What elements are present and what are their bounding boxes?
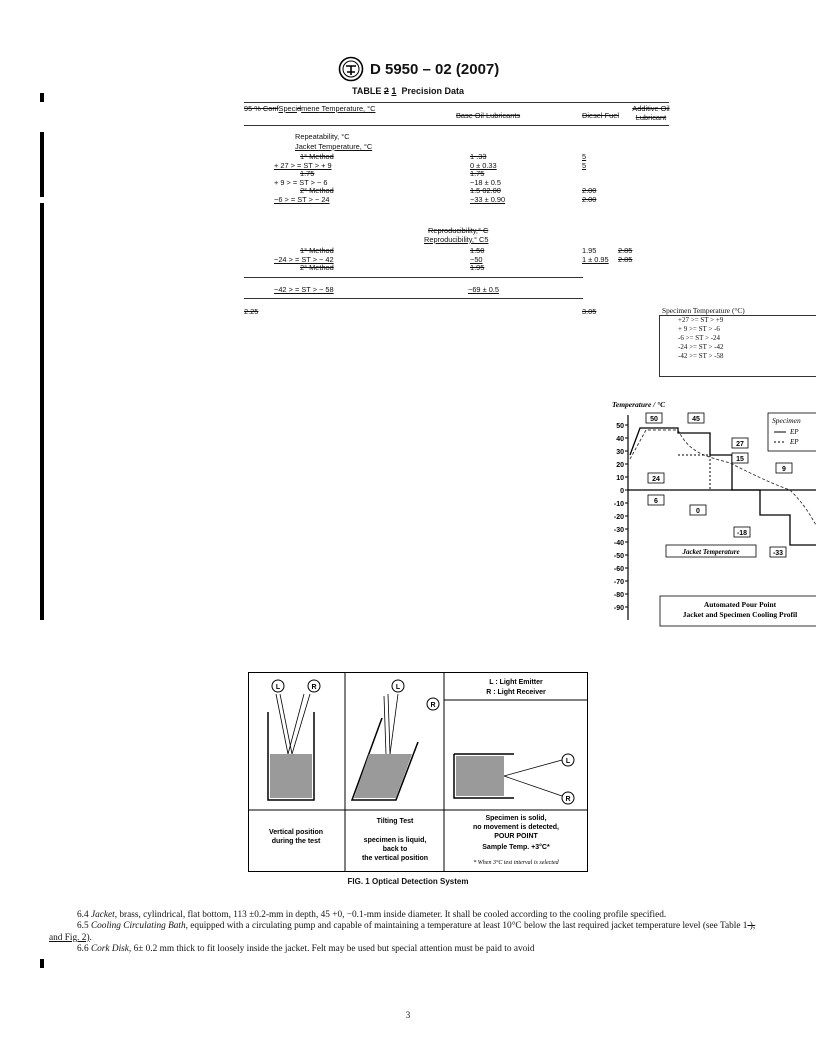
graph-caption-line-2: Jacket and Specimen Cooling Profil [682, 610, 798, 619]
panel2-caption-1: specimen is liquid, [363, 837, 427, 844]
graph-value-label: -18 [736, 530, 748, 537]
panel3-caption-3: POUR POINT [494, 833, 538, 840]
y-tick-label: -40 [613, 540, 624, 547]
graph-value-label: 24 [652, 476, 660, 483]
svg-text:R: R [430, 702, 436, 709]
y-tick-label: 10 [616, 475, 624, 482]
last-row-value: −69 ± 0.5 [468, 285, 499, 294]
specimen-fill [270, 754, 312, 798]
table-cell: 1.75 [300, 169, 315, 178]
svg-text:R: R [565, 796, 571, 803]
graph-y-ticks [614, 423, 628, 612]
specimen-range-line: +27 >= ST > +9 [678, 316, 724, 324]
legend-light-receiver: R : Light Receiver [486, 689, 546, 696]
graph-value-label: 50 [650, 416, 658, 423]
cooling-profile-graph [600, 395, 816, 627]
specimen-box-title: Specimen Temperature (°C) [662, 306, 745, 315]
panel2-caption-3: the vertical position [361, 855, 429, 862]
jacket-temperature-label: Jacket Temperature, °C [295, 142, 373, 151]
table-cell: 2.00 [582, 194, 597, 204]
y-tick-label: -80 [613, 592, 624, 599]
table-cell: −6 > = ST > − 24 [274, 194, 330, 204]
panel1-caption-1: Vertical position [268, 829, 324, 836]
repeatability-label: Repeatability, °C [295, 132, 350, 141]
table-header-base-oil: Base Oil Lubricants [456, 111, 521, 120]
paragraph-6-6: 6.6 Cork Disk, 6± 0.2 mm thick to fit loosely inside the jacket. Felt may be used but special attention must be paid to avoid [77, 944, 535, 955]
table-cell: 1.5 02.00 [470, 186, 501, 195]
table-rule [244, 298, 583, 299]
y-tick-label: 40 [616, 436, 624, 443]
specimen-step-line [678, 455, 710, 490]
svg-text:L: L [395, 684, 401, 691]
specimen-range-line: -42 >= ST > -58 [678, 352, 724, 360]
table-header-additive: Additive Oil Lubricant [632, 104, 670, 122]
graph-value-label: 6 [654, 498, 658, 505]
jacket-temperature-graph-label: Jacket Temperature [682, 548, 740, 556]
table-title: TABLE 2 1 Precision Data [352, 86, 464, 96]
change-bar [40, 132, 44, 197]
table-cell: 1.95 [470, 263, 485, 272]
graph-value-label: 27 [736, 441, 744, 448]
table-header-specimen: 95 % ConfSpecidmene Temperature, °C [244, 104, 376, 113]
specimen-range-line: -6 >= ST > -24 [678, 334, 721, 342]
svg-text:L: L [565, 758, 571, 765]
table-cell: −50 [470, 254, 483, 264]
table-cell: 2° Method [300, 263, 334, 272]
y-tick-label: 20 [616, 462, 624, 469]
legend-title: Specimen [772, 416, 801, 425]
y-tick-label: -20 [613, 514, 624, 521]
table-cell: 0 ± 0.33 [470, 160, 497, 170]
reproducibility-label: Reproducibility,° C5 [424, 235, 489, 244]
graph-caption-line-1: Automated Pour Point [703, 600, 777, 609]
y-tick-label: -70 [613, 579, 624, 586]
table-cell: −18 ± 0.5 [470, 177, 501, 187]
change-bar [40, 203, 44, 620]
graph-ylabel: Temperature / °C [612, 400, 666, 409]
table-cell: 1.95 [582, 246, 597, 255]
table-rule [244, 125, 669, 126]
left-strike-value: 2.25 [244, 307, 259, 316]
body-text [49, 910, 769, 956]
right-strike-value: 3.05 [582, 307, 597, 316]
page-number: 3 [405, 1010, 411, 1020]
paragraph-6-4: 6.4 Jacket, brass, cylindrical, flat bottom, 113 ±0.2-mm in depth, 45 +0, −0.1-mm inside diameter. It shall be cooled according to the cooling profile specified. [77, 910, 667, 920]
panel3-caption-1: Specimen is solid, [485, 815, 547, 822]
last-row-range: −42 > = ST > − 58 [274, 285, 334, 294]
table-cell: 1° Method [300, 246, 334, 255]
paragraph-6-5: 6.5 Cooling Circulating Bath, equipped with a circulating pump and capable of maintaining a temperature at least 10°C below the last required jacket temperature level (see Table 1 ), and Fig. 2). [49, 921, 756, 943]
specimen-temperature-box [659, 315, 816, 377]
table-cell: 2.85 [618, 246, 633, 255]
specimen-range-line: + 9 >= ST > -6 [678, 325, 720, 333]
graph-value-label: 0 [696, 508, 700, 515]
svg-text:R: R [311, 684, 317, 691]
table-header-diesel: Diesel Fuel [582, 111, 619, 120]
reproducibility-old: Reproducibility,° C [428, 226, 489, 235]
panel3-footnote: * When 3°C test interval is selected [473, 860, 559, 866]
y-tick-label: -10 [613, 501, 624, 508]
graph-value-label: 45 [692, 416, 700, 423]
legend-label-1: EP [790, 428, 799, 436]
specimen-range-line: -24 >= ST > -42 [678, 343, 724, 351]
table-cell: 1.75 [470, 169, 485, 178]
y-tick-label: -60 [613, 566, 624, 573]
panel2-title: Tilting Test [376, 818, 414, 825]
y-tick-label: 30 [616, 449, 624, 456]
panel1-caption-2: during the test [271, 838, 321, 845]
table-cell: 2° Method [300, 186, 334, 195]
y-tick-label: -30 [613, 527, 624, 534]
table-cell: + 27 > = ST > + 9 [274, 160, 332, 170]
y-tick-label: 0 [620, 488, 624, 495]
table-cell: 2.85 [618, 254, 633, 264]
change-bar [40, 959, 44, 968]
designation: D 5950 – 02 (2007) [370, 60, 500, 78]
optical-detection-figure [248, 672, 588, 872]
panel3-caption-2: no movement is detected, [473, 824, 559, 831]
table-cell: + 9 > = ST > − 6 [274, 177, 328, 187]
graph-value-label: 15 [736, 456, 744, 463]
document-header [338, 56, 499, 82]
y-tick-label: 50 [616, 423, 624, 430]
y-tick-label: -90 [613, 605, 624, 612]
table-cell: 2.00 [582, 186, 597, 195]
table-rule [244, 102, 669, 103]
table-cell: 1.50 [470, 246, 485, 255]
legend-label-2: EP [790, 438, 799, 446]
table-cell: −24 > = ST > − 42 [274, 254, 334, 264]
svg-text:L: L [275, 684, 281, 691]
table-cell: 5 [582, 160, 587, 170]
table-cell: 1 ± 0.95 [582, 254, 609, 264]
specimen-fill [456, 756, 504, 796]
table-rule [244, 277, 583, 278]
panel3-caption-4: Sample Temp. +3°C* [482, 844, 550, 851]
legend-light-emitter: L : Light Emitter [489, 679, 543, 686]
graph-value-label: 9 [782, 466, 786, 473]
table-cell: 1 .33 [470, 152, 487, 161]
panel2-caption-2: back to [382, 846, 408, 853]
y-tick-label: -50 [613, 553, 624, 560]
table-cell: −33 ± 0.90 [470, 194, 506, 204]
figure-caption: FIG. 1 Optical Detection System [347, 877, 469, 886]
table-cell: 5 [582, 152, 587, 161]
astm-logo-icon [338, 56, 364, 82]
table-cell: 1° Method [300, 152, 334, 161]
graph-value-label: -33 [772, 550, 784, 557]
